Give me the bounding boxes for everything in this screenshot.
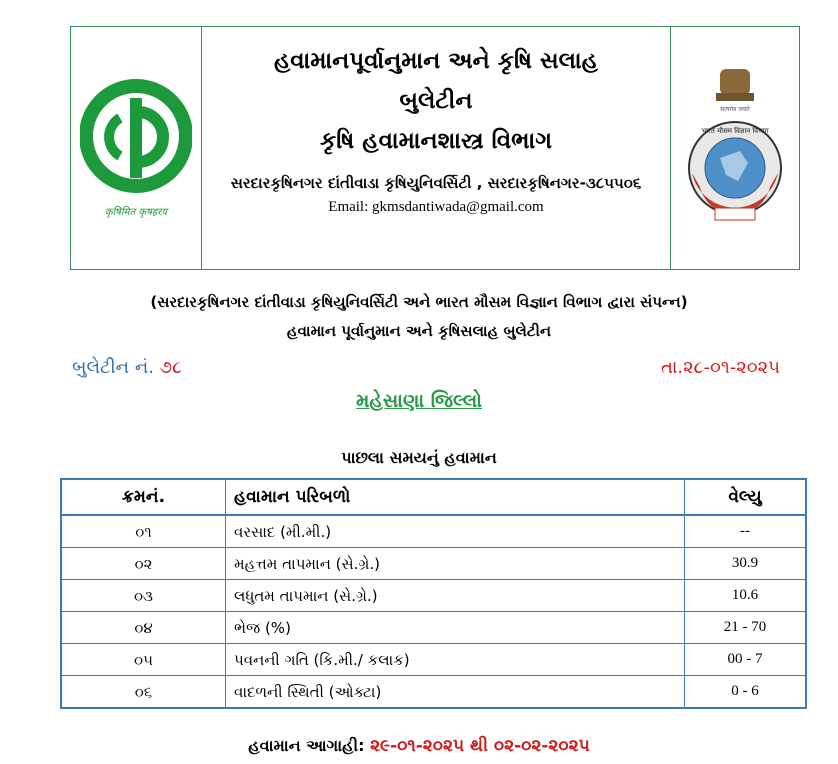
value-cell: -- [685, 515, 807, 548]
table-row [61, 580, 806, 612]
imd-logo-cell [671, 27, 799, 269]
imd-emblem-icon [680, 63, 790, 233]
forecast-heading [0, 736, 838, 756]
value-cell: 0 - 6 [685, 676, 807, 709]
serial-no-cell: ૦૧ [61, 515, 226, 548]
past-weather-table [60, 478, 807, 709]
serial-no-cell: ૦૩ [61, 580, 226, 612]
serial-no-cell: ૦૪ [61, 612, 226, 644]
value-cell: 30.9 [685, 548, 807, 580]
header-value: વેલ્યુ [685, 479, 807, 515]
table-header-row [61, 479, 806, 515]
svg-text:सत्यमेव जयते: सत्यमेव जयते [720, 106, 750, 113]
university-logo-caption: कृषिमित कृषहरय [104, 207, 168, 218]
bulletin-number [72, 357, 182, 378]
header-box [70, 26, 800, 270]
value-cell: 21 - 70 [685, 612, 807, 644]
serial-no-cell: ૦૨ [61, 548, 226, 580]
header-parameter: હવામાન પરિબળો [226, 479, 685, 515]
forecast-label: હવામાન આગાહી: [248, 736, 371, 755]
bulletin-number-label: બુલેટીન નં. [72, 357, 160, 378]
value-cell: 00 - 7 [685, 644, 807, 676]
value-cell: 10.6 [685, 580, 807, 612]
serial-no-cell: ૦૬ [61, 676, 226, 709]
parameter-cell: પવનની ગતિ (કિ.મી./ કલાક) [226, 644, 685, 676]
organisation-line: (સરદારકૃષિનગર દાંતીવાડા કૃષિયુનિવર્સિટી અને ભારત મૌસમ વિજ્ઞાન વિભાગ દ્વારા સંપન્ન) [150, 293, 688, 311]
table-row [61, 644, 806, 676]
header-subtitle: બુલેટીન [399, 88, 473, 114]
table-caption: પાછલા સમયનું હવામાન [341, 448, 497, 467]
bulletin-number-value: ૭૮ [159, 357, 183, 378]
header-serial-no: ક્રમનં. [61, 479, 226, 515]
contact-email: Email: gkmsdantiwada@gmail.com [328, 199, 544, 215]
university-logo-cell [71, 27, 202, 269]
parameter-cell: લધુતમ તાપમાન (સે.ગ્રે.) [226, 580, 685, 612]
parameter-cell: ભેજ (%) [226, 612, 685, 644]
forecast-date-range: ૨૯-૦૧-૨૦૨૫ થી ૦૨-૦૨-૨૦૨૫ [370, 736, 590, 756]
bulletin-subtitle: હવામાન પૂર્વાનુમાન અને કૃષિસલાહ બુલેટીન [286, 322, 552, 340]
parameter-cell: વરસાદ (મી.મી.) [226, 515, 685, 548]
parameter-cell: વાદળની સ્થિતી (ઓક્ટા) [226, 676, 685, 709]
university-address: સરદારકૃષિનગર દાંતીવાડા કૃષિયુનિવર્સિટી , સરદારકૃષિનગર-૩૮૫૫૦૬ [230, 174, 642, 192]
table-row [61, 548, 806, 580]
department-name: કૃષિ હવામાનશાસ્ત્ર વિભાગ [319, 128, 552, 154]
parameter-cell: મહત્તમ તાપમાન (સે.ગ્રે.) [226, 548, 685, 580]
table-row [61, 515, 806, 548]
bulletin-date: તા.૨૮-૦૧-૨૦૨૫ [661, 357, 780, 378]
serial-no-cell: ૦૫ [61, 644, 226, 676]
university-logo-icon [80, 78, 192, 218]
district-name: મહેસાણા જિલ્લો [355, 390, 483, 412]
table-row [61, 612, 806, 644]
header-center [202, 27, 671, 269]
table-row [61, 676, 806, 709]
imd-logo-text: भारत मौसम विज्ञान विभाग [701, 127, 769, 135]
header-title: હવામાનપૂર્વાનુમાન અને કૃષિ સલાહ [273, 48, 599, 74]
